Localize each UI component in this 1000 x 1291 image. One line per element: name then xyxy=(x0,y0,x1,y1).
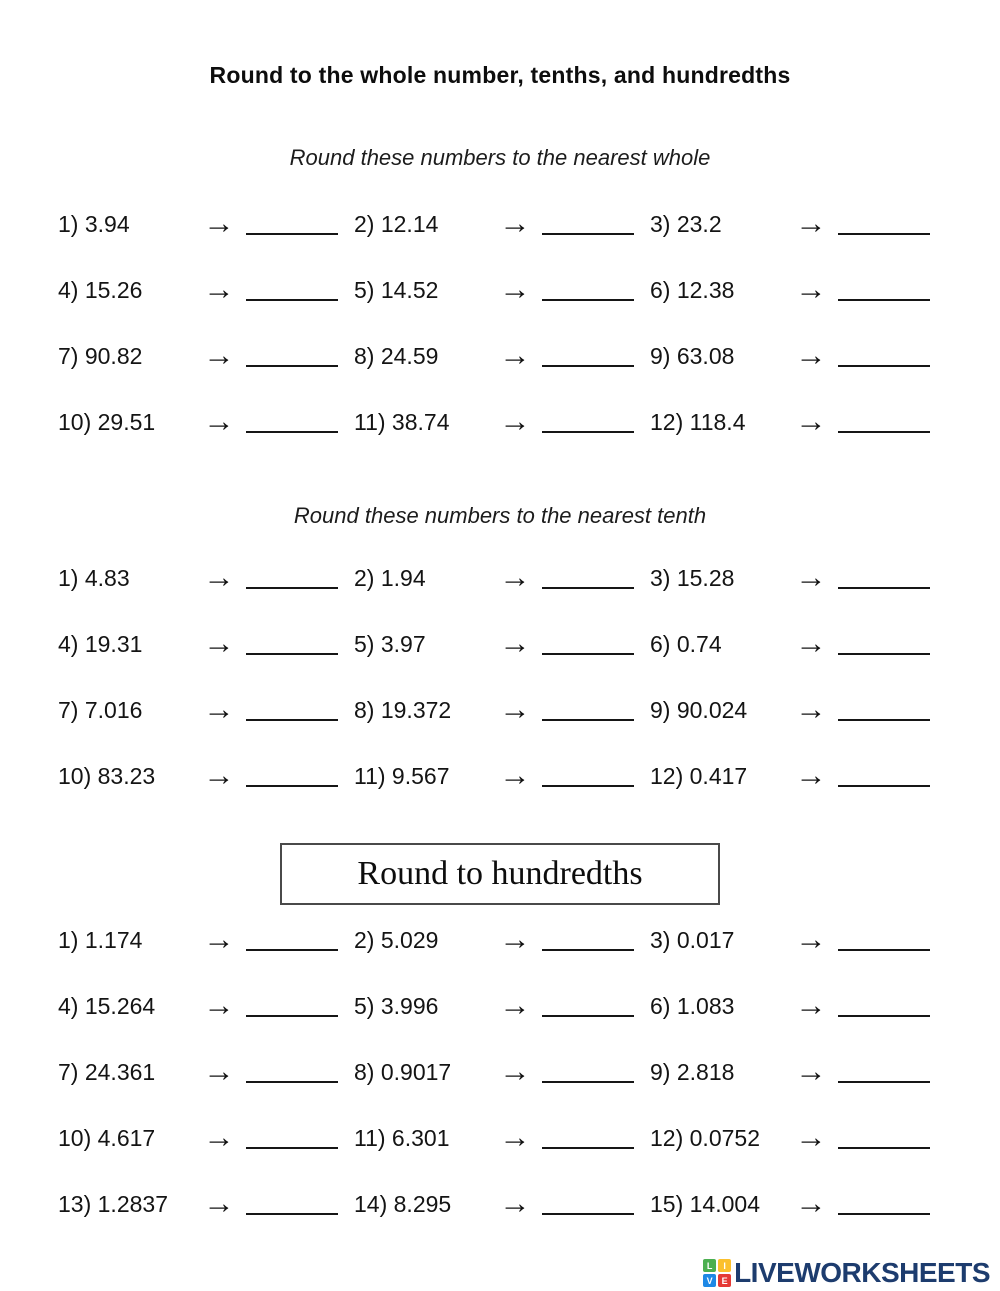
problem xyxy=(650,761,946,791)
arrow-icon: → xyxy=(795,339,827,372)
logo-square: L xyxy=(703,1259,716,1272)
section-heading-nearest-tenth: Round these numbers to the nearest tenth xyxy=(293,503,707,528)
problem-label: 12) 0.0752 xyxy=(650,1124,760,1151)
problem-label: 7) 7.016 xyxy=(58,696,143,723)
arrow-icon: → xyxy=(203,273,235,306)
problem-label: 5) 3.97 xyxy=(354,630,426,657)
arrow-icon: → xyxy=(795,1121,827,1154)
problem xyxy=(650,1123,946,1153)
answer-blank[interactable] xyxy=(542,1127,634,1149)
problem-label: 15) 14.004 xyxy=(650,1190,760,1217)
arrow-icon: → xyxy=(499,627,531,660)
problem-label: 12) 0.417 xyxy=(650,762,748,789)
problem-label: 2) 5.029 xyxy=(354,926,439,953)
answer-blank[interactable] xyxy=(838,929,930,951)
problem xyxy=(650,991,946,1021)
arrow-icon: → xyxy=(499,923,531,956)
problem xyxy=(650,407,946,437)
problem-label: 11) 38.74 xyxy=(354,408,450,435)
problem-row xyxy=(58,907,970,973)
problem-label: 1) 1.174 xyxy=(58,926,143,953)
arrow-icon: → xyxy=(203,1055,235,1088)
problem xyxy=(354,341,650,371)
problem-label: 6) 1.083 xyxy=(650,992,735,1019)
answer-blank[interactable] xyxy=(542,1061,634,1083)
problem-label: 7) 90.82 xyxy=(58,342,143,369)
logo-square: V xyxy=(703,1274,716,1287)
problem xyxy=(650,695,946,725)
answer-blank[interactable] xyxy=(838,1061,930,1083)
problem-label: 9) 63.08 xyxy=(650,342,735,369)
arrow-icon: → xyxy=(795,273,827,306)
problem-label: 9) 90.024 xyxy=(650,696,748,723)
arrow-icon: → xyxy=(499,207,531,240)
problem-label: 1) 4.83 xyxy=(58,564,130,591)
answer-blank[interactable] xyxy=(246,995,338,1017)
problem xyxy=(58,629,354,659)
arrow-icon: → xyxy=(795,923,827,956)
answer-blank[interactable] xyxy=(838,765,930,787)
arrow-icon: → xyxy=(499,1187,531,1220)
arrow-icon: → xyxy=(203,1121,235,1154)
problem xyxy=(58,563,354,593)
problem-row xyxy=(58,323,970,389)
problem xyxy=(650,1057,946,1087)
arrow-icon: → xyxy=(795,405,827,438)
arrow-icon: → xyxy=(203,627,235,660)
problem-label: 11) 9.567 xyxy=(354,762,450,789)
problem-label: 8) 19.372 xyxy=(354,696,452,723)
arrow-icon: → xyxy=(203,207,235,240)
problem-label: 3) 0.017 xyxy=(650,926,735,953)
answer-blank[interactable] xyxy=(838,213,930,235)
problem-label: 5) 14.52 xyxy=(354,276,439,303)
arrow-icon: → xyxy=(499,1055,531,1088)
problem-label: 10) 4.617 xyxy=(58,1124,156,1151)
problem xyxy=(650,275,946,305)
arrow-icon: → xyxy=(795,1187,827,1220)
answer-blank[interactable] xyxy=(542,345,634,367)
problem xyxy=(354,407,650,437)
answer-blank[interactable] xyxy=(542,1193,634,1215)
problem-label: 4) 15.264 xyxy=(58,992,156,1019)
answer-blank[interactable] xyxy=(838,411,930,433)
problem-label: 10) 29.51 xyxy=(58,408,156,435)
arrow-icon: → xyxy=(203,759,235,792)
arrow-icon: → xyxy=(203,989,235,1022)
liveworksheets-brand-text: LIVEWORKSHEETS xyxy=(734,1257,990,1288)
answer-blank[interactable] xyxy=(246,411,338,433)
answer-blank[interactable] xyxy=(542,995,634,1017)
problem xyxy=(58,1057,354,1087)
answer-blank[interactable] xyxy=(542,213,634,235)
answer-blank[interactable] xyxy=(838,633,930,655)
arrow-icon: → xyxy=(499,693,531,726)
answer-blank[interactable] xyxy=(246,929,338,951)
problem-label: 4) 15.26 xyxy=(58,276,143,303)
problem-label: 11) 6.301 xyxy=(354,1124,450,1151)
arrow-icon: → xyxy=(795,989,827,1022)
problem xyxy=(58,341,354,371)
problem-label: 3) 15.28 xyxy=(650,564,735,591)
problem xyxy=(354,695,650,725)
logo-square: I xyxy=(718,1259,731,1272)
answer-blank[interactable] xyxy=(542,929,634,951)
problem-row xyxy=(58,611,970,677)
problem-row xyxy=(58,743,970,809)
arrow-icon: → xyxy=(203,693,235,726)
answer-blank[interactable] xyxy=(246,1061,338,1083)
problem-label: 6) 0.74 xyxy=(650,630,722,657)
arrow-icon: → xyxy=(795,1055,827,1088)
section-heading-hundredths-box: Round to hundredths xyxy=(280,843,720,905)
arrow-icon: → xyxy=(203,405,235,438)
problem xyxy=(354,991,650,1021)
answer-blank[interactable] xyxy=(542,633,634,655)
answer-blank[interactable] xyxy=(838,995,930,1017)
problem-row xyxy=(58,389,970,455)
problem-label: 8) 0.9017 xyxy=(354,1058,452,1085)
problem-label: 9) 2.818 xyxy=(650,1058,735,1085)
section-nearest-whole-problems xyxy=(0,191,1000,455)
answer-blank[interactable] xyxy=(838,1193,930,1215)
answer-blank[interactable] xyxy=(838,699,930,721)
problem-row xyxy=(58,973,970,1039)
liveworksheets-logo-icon xyxy=(703,1259,731,1287)
problem xyxy=(354,1189,650,1219)
problem-row xyxy=(58,677,970,743)
problem xyxy=(354,761,650,791)
answer-blank[interactable] xyxy=(246,345,338,367)
problem xyxy=(354,629,650,659)
answer-blank[interactable] xyxy=(838,279,930,301)
answer-blank[interactable] xyxy=(838,345,930,367)
liveworksheets-footer xyxy=(703,1257,990,1289)
problem xyxy=(354,1123,650,1153)
problem xyxy=(58,761,354,791)
arrow-icon: → xyxy=(795,759,827,792)
answer-blank[interactable] xyxy=(246,765,338,787)
problem-label: 10) 83.23 xyxy=(58,762,156,789)
arrow-icon: → xyxy=(795,693,827,726)
answer-blank[interactable] xyxy=(246,213,338,235)
problem-row xyxy=(58,191,970,257)
problem xyxy=(58,991,354,1021)
arrow-icon: → xyxy=(499,405,531,438)
answer-blank[interactable] xyxy=(542,699,634,721)
problem-row xyxy=(58,1039,970,1105)
arrow-icon: → xyxy=(499,339,531,372)
answer-blank[interactable] xyxy=(246,1127,338,1149)
problem-label: 3) 23.2 xyxy=(650,210,722,237)
answer-blank[interactable] xyxy=(246,279,338,301)
arrow-icon: → xyxy=(203,923,235,956)
answer-blank[interactable] xyxy=(542,279,634,301)
problem xyxy=(650,209,946,239)
answer-blank[interactable] xyxy=(246,1193,338,1215)
section-hundredths-problems xyxy=(0,907,1000,1237)
problem xyxy=(354,209,650,239)
problem-label: 5) 3.996 xyxy=(354,992,439,1019)
problem-label: 4) 19.31 xyxy=(58,630,143,657)
logo-square: E xyxy=(718,1274,731,1287)
arrow-icon: → xyxy=(499,1121,531,1154)
problem-label: 1) 3.94 xyxy=(58,210,130,237)
arrow-icon: → xyxy=(499,989,531,1022)
problem xyxy=(650,341,946,371)
problem xyxy=(354,563,650,593)
arrow-icon: → xyxy=(203,561,235,594)
problem-row xyxy=(58,1105,970,1171)
problem xyxy=(58,695,354,725)
problem-label: 6) 12.38 xyxy=(650,276,735,303)
problem-row xyxy=(58,1171,970,1237)
section-nearest-tenth-problems xyxy=(0,545,1000,809)
problem xyxy=(58,1189,354,1219)
arrow-icon: → xyxy=(795,627,827,660)
problem-label: 7) 24.361 xyxy=(58,1058,156,1085)
arrow-icon: → xyxy=(795,561,827,594)
problem-label: 13) 1.2837 xyxy=(58,1190,168,1217)
problem-label: 8) 24.59 xyxy=(354,342,439,369)
arrow-icon: → xyxy=(203,1187,235,1220)
answer-blank[interactable] xyxy=(246,699,338,721)
section-heading-nearest-whole: Round these numbers to the nearest whole xyxy=(289,145,711,170)
problem-row xyxy=(58,545,970,611)
arrow-icon: → xyxy=(499,561,531,594)
problem xyxy=(58,925,354,955)
problem xyxy=(354,1057,650,1087)
answer-blank[interactable] xyxy=(542,765,634,787)
problem xyxy=(650,1189,946,1219)
page-title: Round to the whole number, tenths, and hundredths xyxy=(209,62,791,88)
problem xyxy=(58,407,354,437)
problem-label: 14) 8.295 xyxy=(354,1190,452,1217)
problem xyxy=(650,925,946,955)
answer-blank[interactable] xyxy=(246,633,338,655)
problem xyxy=(354,275,650,305)
problem-label: 2) 12.14 xyxy=(354,210,439,237)
problem xyxy=(58,275,354,305)
problem xyxy=(58,209,354,239)
problem xyxy=(58,1123,354,1153)
arrow-icon: → xyxy=(203,339,235,372)
answer-blank[interactable] xyxy=(542,567,634,589)
problem-label: 12) 118.4 xyxy=(650,408,746,435)
answer-blank[interactable] xyxy=(542,411,634,433)
problem xyxy=(650,629,946,659)
problem-row xyxy=(58,257,970,323)
problem xyxy=(650,563,946,593)
answer-blank[interactable] xyxy=(838,567,930,589)
problem-label: 2) 1.94 xyxy=(354,564,426,591)
answer-blank[interactable] xyxy=(246,567,338,589)
arrow-icon: → xyxy=(499,273,531,306)
arrow-icon: → xyxy=(795,207,827,240)
answer-blank[interactable] xyxy=(838,1127,930,1149)
problem xyxy=(354,925,650,955)
arrow-icon: → xyxy=(499,759,531,792)
